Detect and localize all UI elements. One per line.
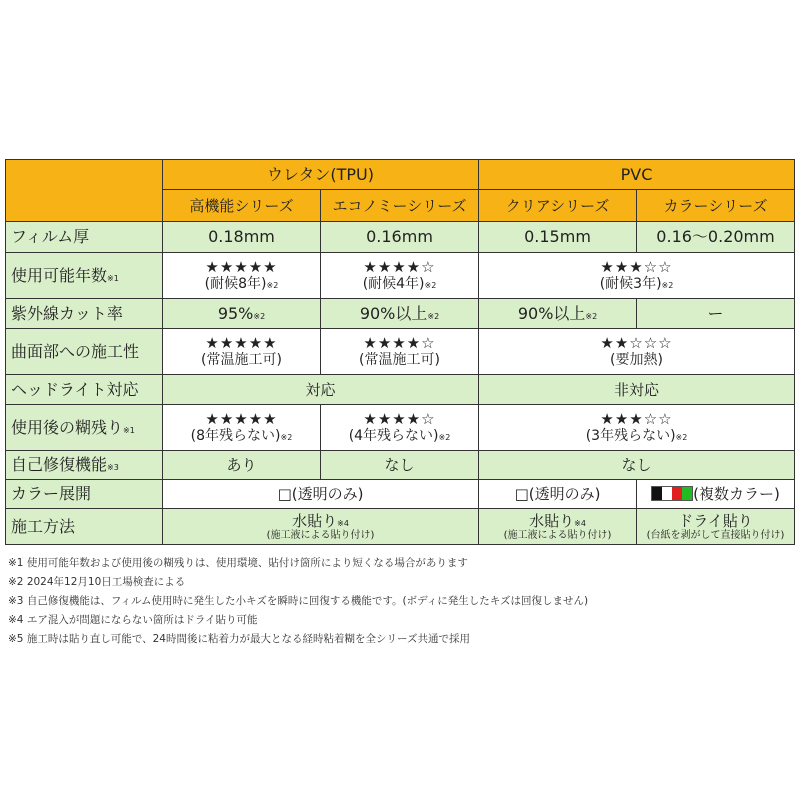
curved-pvc [479,329,795,375]
colors-clear: □(透明のみ) [479,480,637,509]
curved-eco-sub: (常温施工可) [359,352,440,369]
years-high-sub: (耐候8年) [204,276,267,293]
thickness-color: 0.16～0.20mm [637,222,795,253]
residue-eco-sub: (4年残らない) [348,428,439,445]
method-urethane-note: ※4 [337,518,349,528]
row-label-colors: カラー展開 [6,480,163,509]
method-urethane-main: 水貼り [292,511,338,530]
urethane-header: ウレタン(TPU) [163,160,479,190]
uv-color: ー [637,299,795,329]
colors-color [637,480,795,509]
residue-pvc [479,405,795,451]
years-pvc [479,253,795,299]
color-series-header: カラーシリーズ [637,190,795,222]
years-pvc-stars: ★★★☆☆ [600,258,673,277]
uv-clear-value: 90%以上 [517,303,586,323]
residue-high-note: ※2 [280,433,293,443]
residue-pvc-sub: (3年残らない) [585,428,676,445]
row-label-uv: 紫外線カット率 [6,299,163,329]
years-pvc-note: ※2 [661,281,674,291]
residue-high-stars: ★★★★★ [205,410,278,429]
row-label-headlight: ヘッドライト対応 [6,375,163,405]
colors-color-text: (複数カラー) [693,485,780,503]
method-clear-main: 水貼り [529,511,575,530]
high-series-header: 高機能シリーズ [163,190,321,222]
thickness-clear: 0.15mm [479,222,637,253]
method-urethane [163,509,479,545]
years-high-stars: ★★★★★ [205,258,278,277]
uv-high-value: 95% [217,303,254,323]
footnote-1: ※1 使用可能年数および使用後の糊残りは、使用環境、貼付け箇所により短くなる場合があります [8,557,468,569]
residue-high [163,405,321,451]
curved-pvc-sub: (要加熱) [610,352,663,369]
pvc-header: PVC [479,160,795,190]
clear-series-header: クリアシリーズ [479,190,637,222]
row-label-method: 施工方法 [6,509,163,545]
footnote-4: ※4 エア混入が問題にならない箇所はドライ貼り可能 [8,614,258,626]
headlight-urethane: 対応 [163,375,479,405]
uv-high [163,299,321,329]
footnote-3: ※3 自己修復機能は、フィルム使用時に発生した小キズを瞬時に回復する機能です。(ボディに発生したキズは回復しません) [8,595,589,607]
uv-clear [479,299,637,329]
years-eco-stars: ★★★★☆ [363,258,436,277]
uv-eco-value: 90%以上 [359,303,428,323]
headlight-pvc: 非対応 [479,375,795,405]
footnote-5: ※5 施工時は貼り直し可能で、24時間後に粘着力が最大となる経時粘着糊を全シリーズ共通で採用 [8,633,470,645]
method-color-sub: (台紙を剥がして直接貼り付け) [646,529,785,541]
repair-pvc: なし [479,451,795,480]
row-label-curved: 曲面部への施工性 [6,329,163,375]
method-urethane-sub: (施工液による貼り付け) [266,529,375,541]
curved-high-sub: (常温施工可) [201,352,282,369]
years-eco-note: ※2 [424,281,437,291]
row-label-thickness: フィルム厚 [6,222,163,253]
curved-economy [321,329,479,375]
repair-label-note: ※3 [107,463,119,473]
row-label-years [6,253,163,299]
swatch-green [682,487,692,500]
method-clear-sub: (施工液による貼り付け) [503,529,612,541]
uv-economy [321,299,479,329]
swatch-black [652,487,662,500]
repair-economy: なし [321,451,479,480]
corner-header-cell [6,160,163,222]
residue-label-text: 使用後の糊残り [11,417,124,437]
method-color-main: ドライ貼り [678,511,753,530]
repair-label-text: 自己修復機能 [11,455,108,475]
curved-high [163,329,321,375]
thickness-economy: 0.16mm [321,222,479,253]
years-high-note: ※2 [266,281,279,291]
curved-high-stars: ★★★★★ [205,334,278,353]
curved-pvc-stars: ★★☆☆☆ [600,334,673,353]
swatch-red [672,487,682,500]
row-label-residue [6,405,163,451]
thickness-high: 0.18mm [163,222,321,253]
footnote-2: ※2 2024年12月10日工場検査による [8,576,186,588]
years-label-note: ※1 [107,273,119,283]
repair-high: あり [163,451,321,480]
years-label-text: 使用可能年数 [11,265,108,285]
residue-label-note: ※1 [123,425,135,435]
curved-eco-stars: ★★★★☆ [363,334,436,353]
uv-clear-note: ※2 [585,311,598,321]
years-economy [321,253,479,299]
uv-eco-note: ※2 [427,311,440,321]
colors-urethane: □(透明のみ) [163,480,479,509]
residue-high-sub: (8年残らない) [190,428,281,445]
years-eco-sub: (耐候4年) [362,276,425,293]
color-swatch-icon [651,486,693,501]
row-label-repair [6,451,163,480]
method-clear [479,509,637,545]
residue-pvc-note: ※2 [675,433,688,443]
method-clear-note: ※4 [574,518,586,528]
comparison-table [5,159,795,545]
method-color [637,509,795,545]
uv-high-note: ※2 [253,311,266,321]
residue-pvc-stars: ★★★☆☆ [600,410,673,429]
residue-eco-stars: ★★★★☆ [363,410,436,429]
residue-eco-note: ※2 [438,433,451,443]
years-pvc-sub: (耐候3年) [599,276,662,293]
swatch-white [662,487,672,500]
residue-economy [321,405,479,451]
years-high [163,253,321,299]
economy-series-header: エコノミーシリーズ [321,190,479,222]
footnotes [8,554,794,649]
